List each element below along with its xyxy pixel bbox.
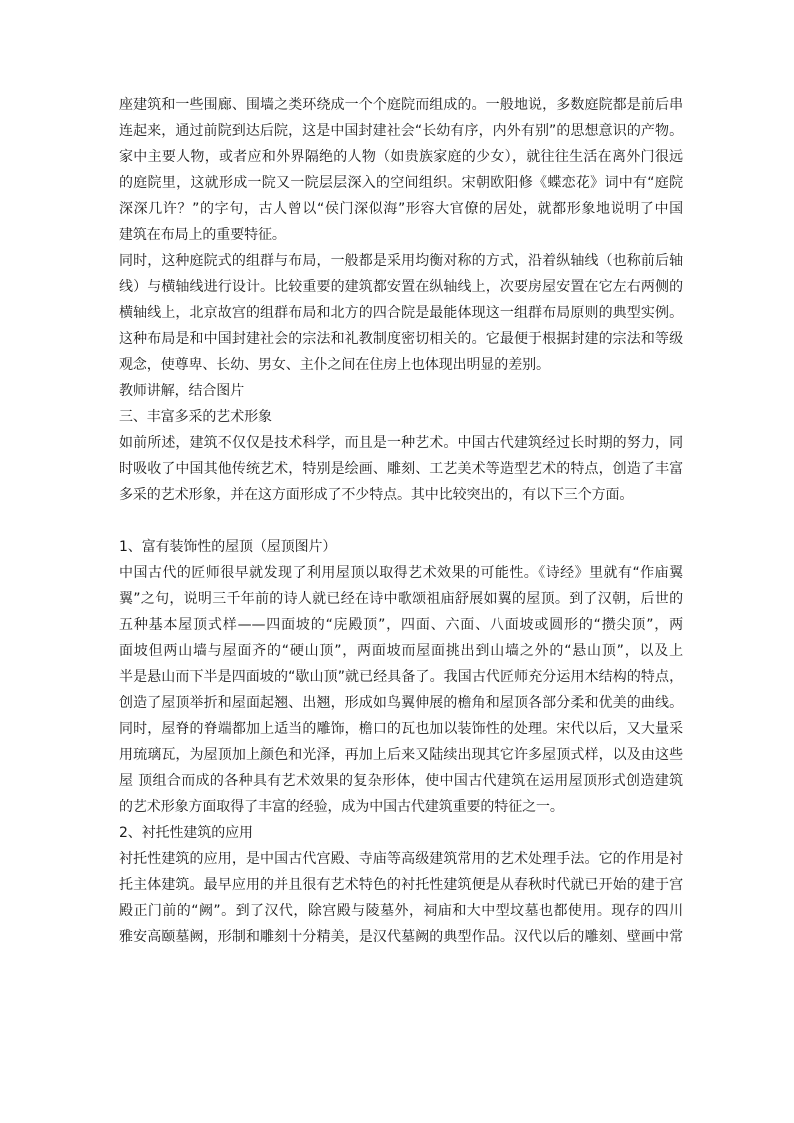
text-line: 深深几许？”的字句，古人曾以“侯门深似海”形容大官僚的居处，就都形象地说明了中国	[119, 201, 683, 217]
text-line: 翼”之句，说明三千年前的诗人就已经在诗中歌颂祖庙舒展如翼的屋顶。到了汉朝，后世的	[119, 591, 683, 607]
text-line: 同时，这种庭院式的组群与布局，一般都是采用均衡对称的方式，沿着纵轴线（也称前后轴	[119, 253, 683, 269]
text-line: 殿正门前的“阙”。到了汉代，除宫殿与陵墓外，祠庙和大中型坟墓也都使用。现存的四川	[119, 903, 683, 919]
text-line: 座建筑和一些围廊、围墙之类环绕成一个个庭院而组成的。一般地说，多数庭院都是前后串	[119, 97, 683, 113]
text-line: 这种布局是和中国封建社会的宗法和礼教制度密切相关的。它最便于根据封建的宗法和等级	[119, 331, 683, 347]
text-line: 时吸收了中国其他传统艺术，特别是绘画、雕刻、工艺美术等造型艺术的特点，创造了丰富	[119, 461, 683, 477]
text-line: 观念，使尊卑、长幼、男女、主仆之间在住房上也体现出明显的差别。	[119, 357, 550, 373]
text-line: 教师讲解，结合图片	[119, 383, 245, 399]
section-heading: 三、丰富多采的艺术形象	[119, 409, 272, 425]
blank-line	[119, 508, 683, 534]
text-line: 托主体建筑。最早应用的并且很有艺术特色的衬托性建筑便是从春秋时代就已开始的建于宫	[119, 877, 683, 893]
text-line: 横轴线上，北京故宫的组群布局和北方的四合院是最能体现这一组群布局原则的典型实例。	[119, 305, 683, 321]
subsection-heading: 1、富有装饰性的屋顶（屋顶图片）	[119, 539, 337, 555]
subsection-heading: 2、衬托性建筑的应用	[119, 825, 253, 841]
text-line: 面坡但两山墙与屋面齐的“硬山顶”，两面坡而屋面挑出到山墙之外的“悬山顶”，以及上	[119, 643, 683, 659]
text-line: 同时，屋脊的脊端都加上适当的雕饰，檐口的瓦也加以装饰性的处理。宋代以后，又大量采	[119, 721, 683, 737]
text-line: 家中主要人物，或者应和外界隔绝的人物（如贵族家庭的少女），就往往生活在离外门很远	[119, 149, 683, 165]
document-body	[119, 92, 683, 950]
text-line: 五种基本屋顶式样——四面坡的“庑殿顶”，四面、六面、八面坡或圆形的“攒尖顶”，两	[119, 617, 683, 633]
text-line: 用琉璃瓦，为屋顶加上颜色和光泽，再加上后来又陆续出现其它许多屋顶式样，以及由这些	[119, 747, 683, 763]
text-line: 中国古代的匠师很早就发现了利用屋顶以取得艺术效果的可能性。《诗经》里就有“作庙翼	[119, 565, 683, 581]
text-line: 线）与横轴线进行设计。比较重要的建筑都安置在纵轴线上，次要房屋安置在它左右两侧的	[119, 279, 683, 295]
text-line: 衬托性建筑的应用，是中国古代宫殿、寺庙等高级建筑常用的艺术处理手法。它的作用是衬	[119, 851, 683, 867]
text-line: 创造了屋顶举折和屋面起翘、出翘，形成如鸟翼伸展的檐角和屋顶各部分柔和优美的曲线。	[119, 695, 683, 711]
text-line: 如前所述，建筑不仅仅是技术科学，而且是一种艺术。中国古代建筑经过长时期的努力，同	[119, 435, 683, 451]
text-line: 半是悬山而下半是四面坡的“歇山顶”就已经具备了。我国古代匠师充分运用木结构的特点，	[119, 669, 683, 685]
text-line: 屋 顶组合而成的各种具有艺术效果的复杂形体，使中国古代建筑在运用屋顶形式创造建筑	[119, 773, 683, 789]
text-line: 的艺术形象方面取得了丰富的经验，成为中国古代建筑重要的特征之一。	[119, 799, 564, 815]
text-line: 建筑在布局上的重要特征。	[119, 227, 286, 243]
text-line: 多采的艺术形象，并在这方面形成了不少特点。其中比较突出的，有以下三个方面。	[119, 487, 634, 503]
text-line: 连起来，通过前院到达后院，这是中国封建社会“长幼有序，内外有别”的思想意识的产物。	[119, 123, 683, 139]
text-line: 的庭院里，这就形成一院又一院层层深入的空间组织。宋朝欧阳修《蝶恋花》词中有“庭院	[119, 175, 683, 191]
text-line: 雅安高颐墓阙，形制和雕刻十分精美，是汉代墓阙的典型作品。汉代以后的雕刻、壁画中常	[119, 929, 683, 945]
